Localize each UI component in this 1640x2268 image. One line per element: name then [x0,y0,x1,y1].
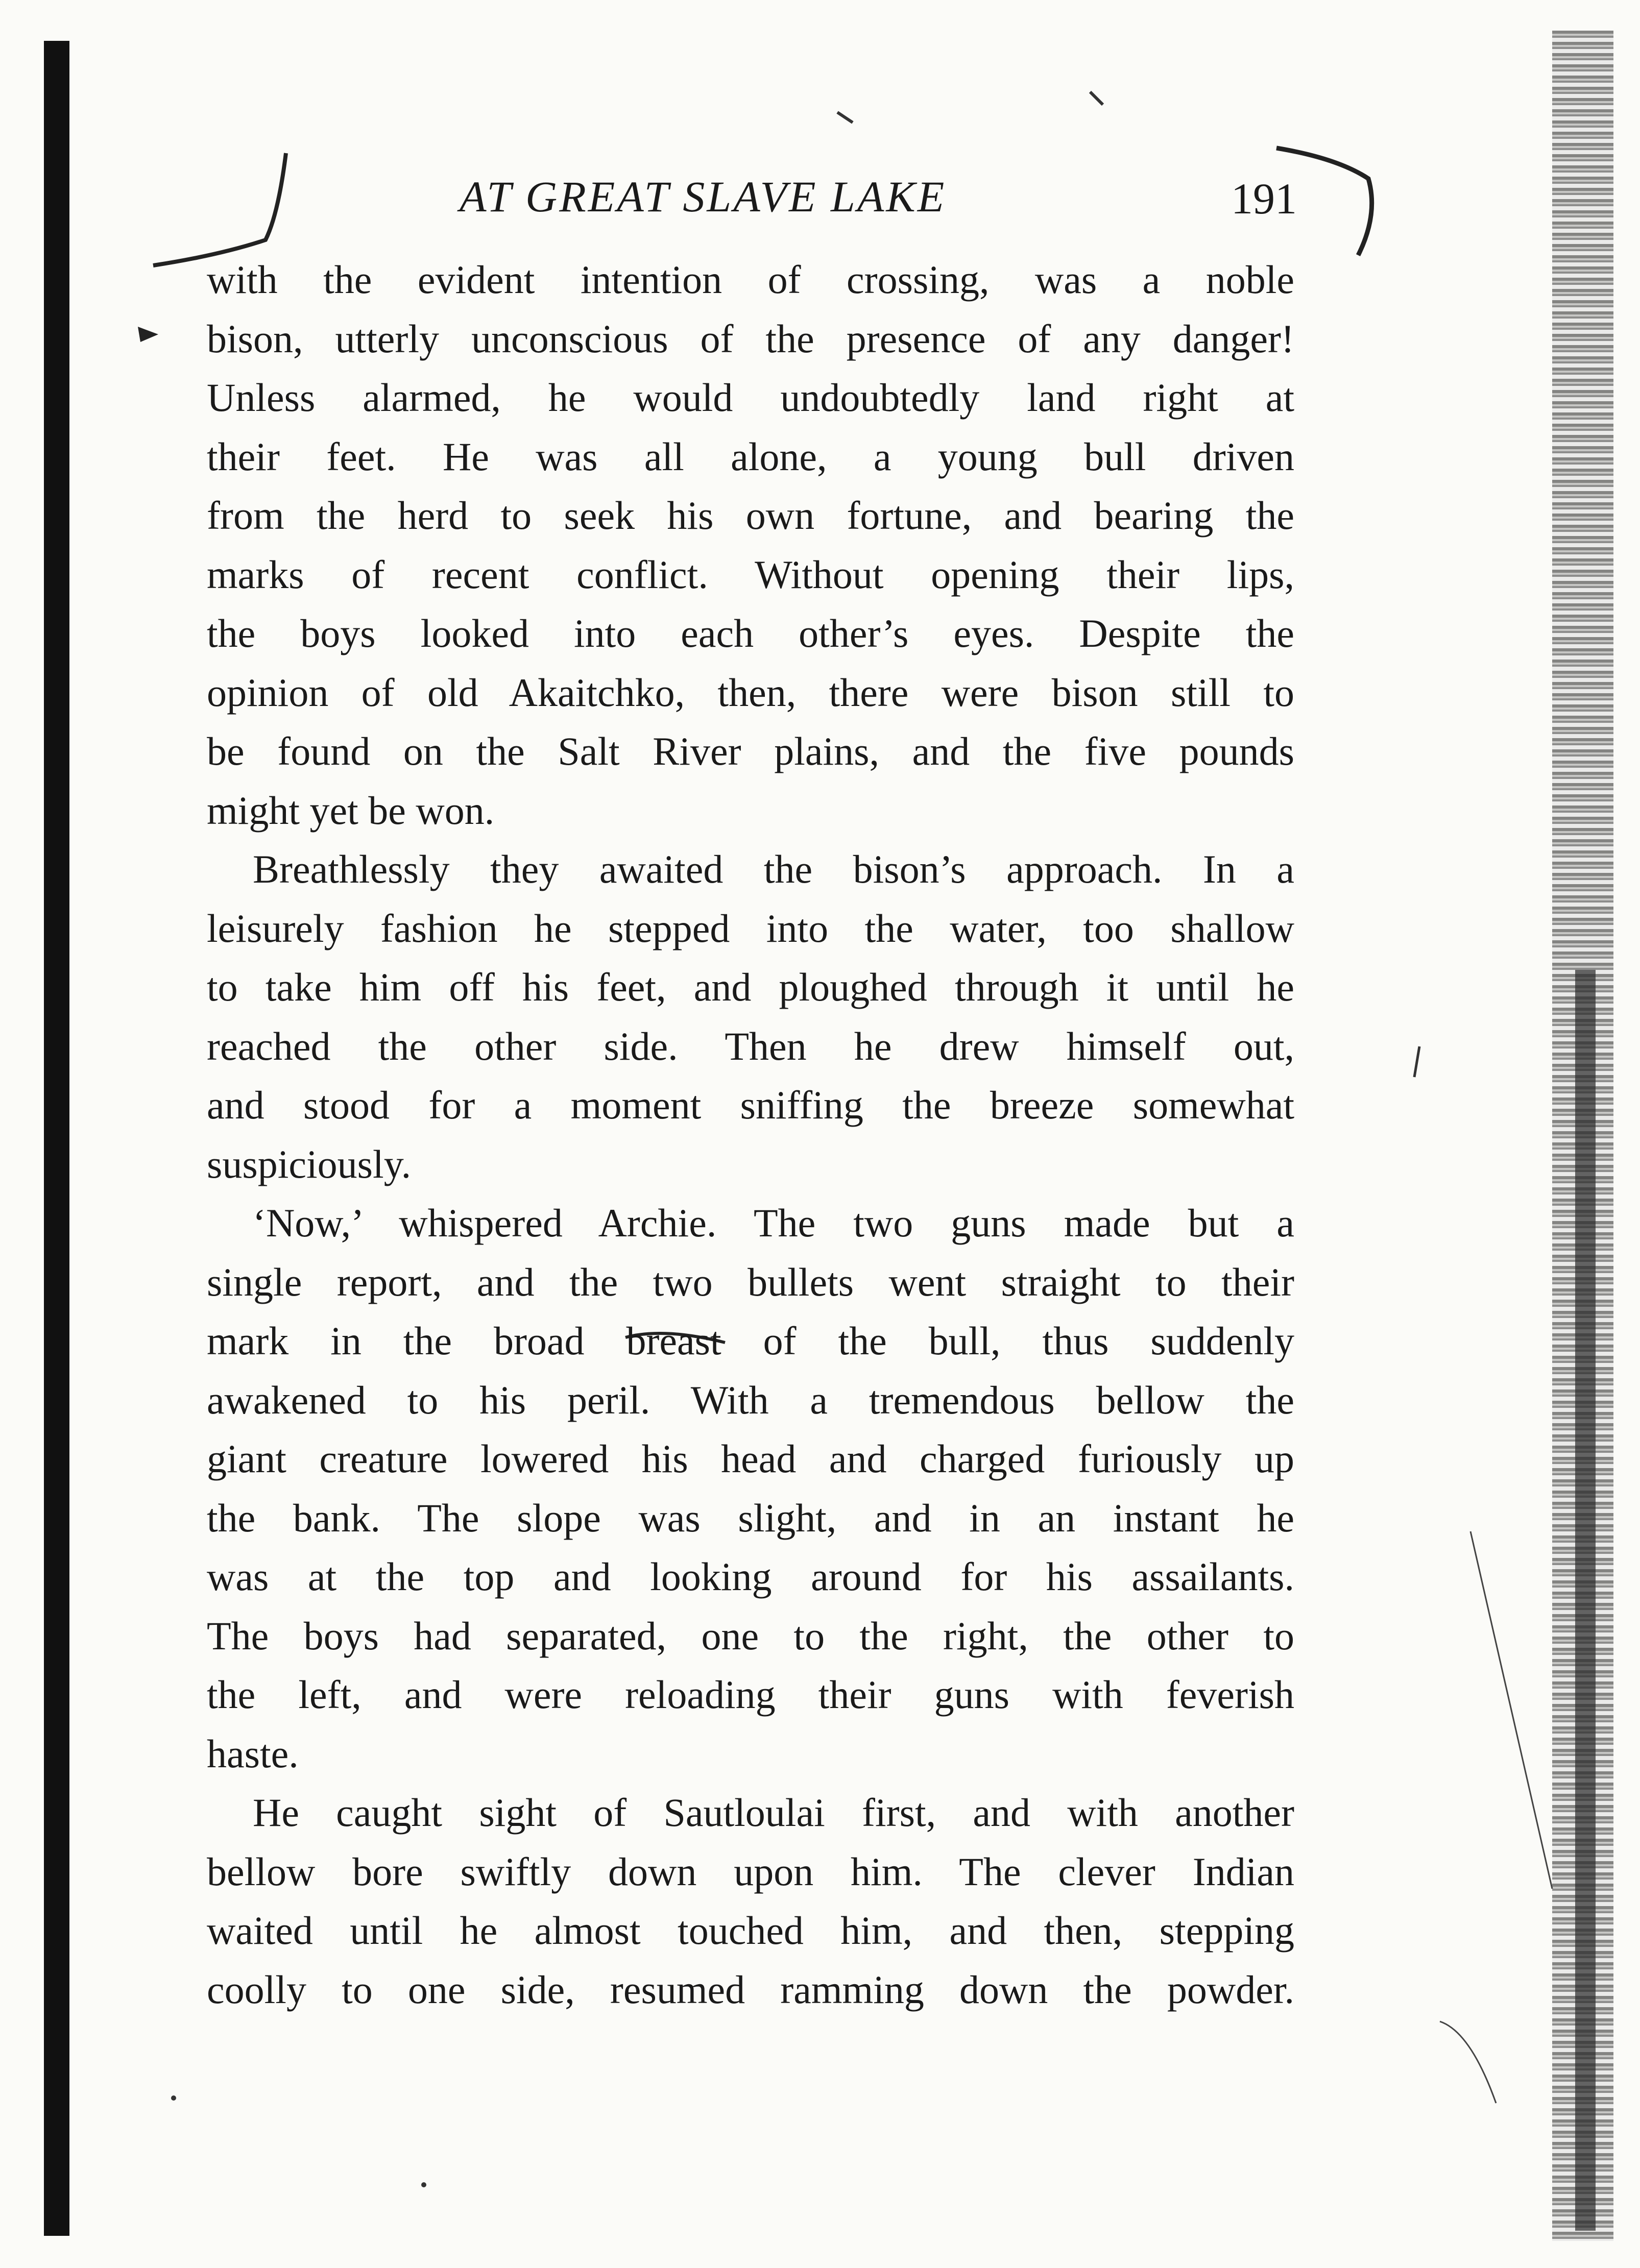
body-text [207,250,1294,2019]
text-line: bison, utterly unconscious of the presence of any danger! [207,316,1294,361]
paragraph [207,1783,1294,2019]
text-line: single report, and the two bullets went straight to their [207,1259,1294,1304]
text-line: from the herd to seek his own fortune, and bearing the [207,493,1294,538]
paragraph [207,840,1294,1193]
text-line: giant creature lowered his head and charged furiously up [207,1436,1294,1481]
page-number: 191 [1231,174,1297,223]
text-line: leisurely fashion he stepped into the water, too shallow [207,906,1294,950]
text-line: the boys looked into each other’s eyes. Despite the [207,611,1294,655]
text-line: The boys had separated, one to the right, the other to [207,1613,1294,1658]
text-line: the left, and were reloading their guns with feverish [207,1672,1294,1717]
text-line: the bank. The slope was slight, and in an instant he [207,1495,1294,1540]
text-line: be found on the Salt River plains, and the five pounds [207,729,1294,773]
text-line: haste. [207,1731,299,1776]
text-line: opinion of old Akaitchko, then, there were bison still to [207,670,1294,715]
text-line: with the evident intention of crossing, was a noble [207,257,1294,302]
text-line: Breathlessly they awaited the bison’s approach. In a [253,847,1294,891]
text-line: might yet be won. [207,788,495,833]
text-line: marks of recent conflict. Without opening their lips, [207,552,1294,597]
text-line: coolly to one side, resumed ramming down the powder. [207,1967,1294,2012]
text-line: mark in the broad breast of the bull, thus suddenly [207,1319,1294,1363]
text-line: reached the other side. Then he drew himself out, [207,1023,1294,1068]
paragraph [207,1193,1294,1783]
page-header [204,171,1297,242]
text-line: their feet. He was all alone, a young bull driven [207,434,1294,479]
text-line: ‘Now,’ whispered Archie. The two guns made but a [253,1201,1294,1245]
text-line: to take him off his feet, and ploughed through it until he [207,965,1294,1009]
text-line: and stood for a moment sniffing the breeze somewhat [207,1083,1294,1127]
text-line: was at the top and looking around for his assailants. [207,1554,1294,1599]
running-title: AT GREAT SLAVE LAKE [460,172,947,221]
text-line: suspiciously. [207,1141,412,1186]
text-line: Unless alarmed, he would undoubtedly land right at [207,375,1294,420]
text-line: waited until he almost touched him, and then, stepping [207,1908,1294,1953]
paragraph [207,250,1294,840]
text-line: He caught sight of Sautloulai first, and with another [253,1790,1294,1835]
text-line: awakened to his peril. With a tremendous bellow the [207,1377,1294,1422]
text-line: bellow bore swiftly down upon him. The clever Indian [207,1849,1294,1894]
